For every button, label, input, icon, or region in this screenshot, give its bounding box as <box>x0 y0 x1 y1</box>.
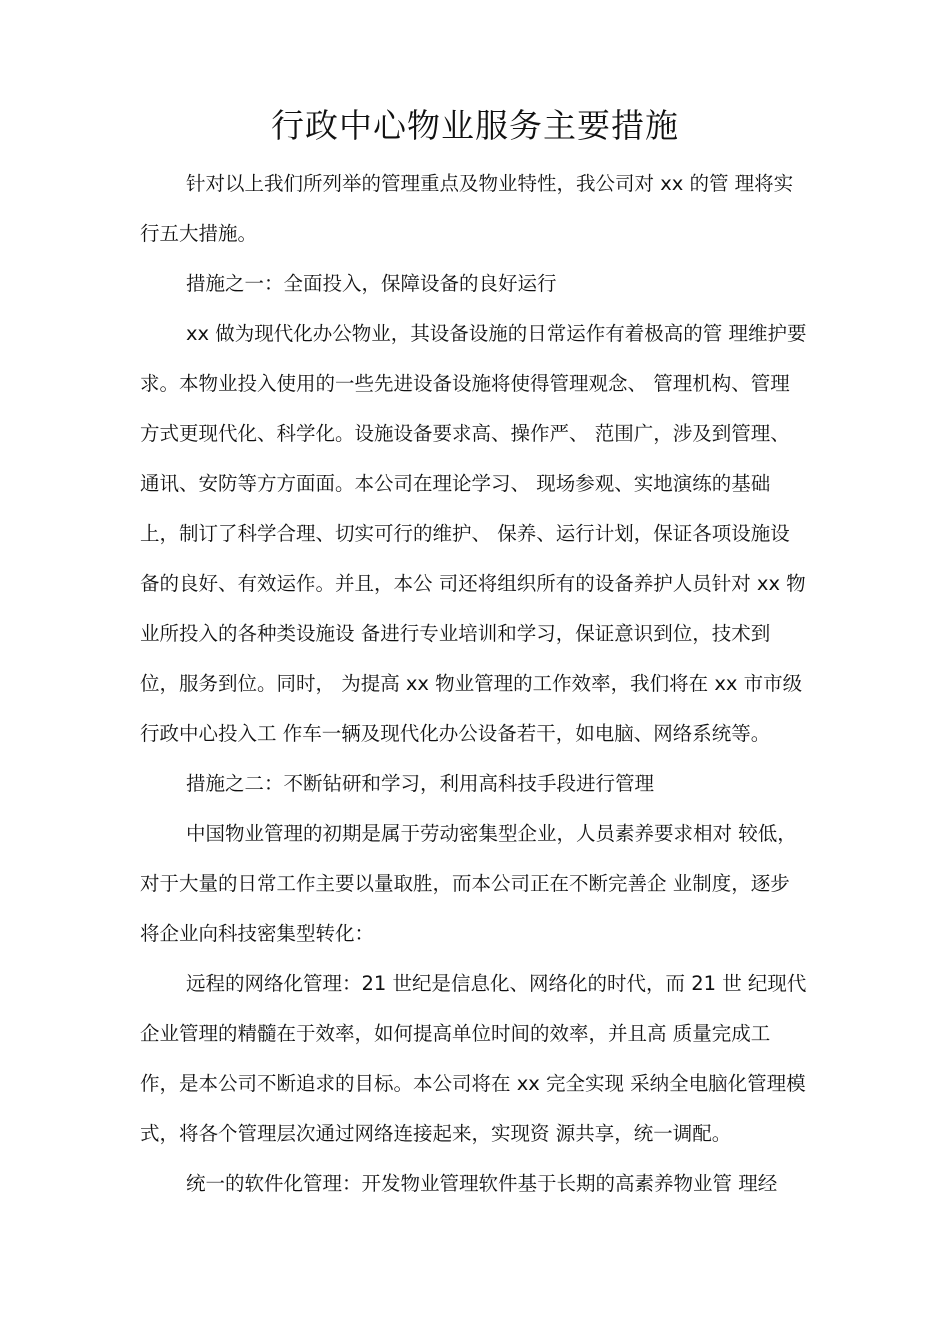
text-line: 作，是本公司不断追求的目标。本公司将在 xx 完全实现 采纳全电脑化管理模 <box>140 1072 806 1095</box>
text-line: 式，将各个管理层次通过网络连接起来，实现资 源共享，统一调配。 <box>140 1122 732 1145</box>
text-line: 备的良好、有效运作。并且，本公 司还将组织所有的设备养护人员针对 xx 物 <box>140 572 806 595</box>
text-line: 企业管理的精髓在于效率，如何提高单位时间的效率，并且高 质量完成工 <box>140 1022 771 1045</box>
text-line: 通讯、安防等方方面面。本公司在理论学习、 现场参观、实地演练的基础 <box>140 472 771 495</box>
text-line: 位，服务到位。同时， 为提高 xx 物业管理的工作效率，我们将在 xx 市市级 <box>140 672 803 695</box>
text-line: 对于大量的日常工作主要以量取胜，而本公司正在不断完善企 业制度，逐步 <box>140 872 790 895</box>
text-line: 措施之一：全面投入，保障设备的良好运行 <box>186 272 557 295</box>
text-line: 中国物业管理的初期是属于劳动密集型企业，人员素养要求相对 较低， <box>186 822 797 845</box>
text-line: 将企业向科技密集型转化： <box>140 922 375 945</box>
text-line: 业所投入的各种类设施设 备进行专业培训和学习，保证意识到位，技术到 <box>140 622 771 645</box>
text-line: 求。本物业投入使用的一些先进设备设施将使得管理观念、 管理机构、管理 <box>140 372 790 395</box>
text-line: 行五大措施。 <box>140 222 258 245</box>
text-line: 上，制订了科学合理、切实可行的维护、 保养、运行计划，保证各项设施设 <box>140 522 790 545</box>
text-line: 统一的软件化管理：开发物业管理软件基于长期的高素养物业管 理经 <box>186 1172 778 1195</box>
text-line: 方式更现代化、科学化。设施设备要求高、操作严、 范围广，涉及到管理、 <box>140 422 790 445</box>
document-title: 行政中心物业服务主要措施 <box>271 106 679 145</box>
text-line: 行政中心投入工 作车一辆及现代化办公设备若干，如电脑、网络系统等。 <box>140 722 771 745</box>
text-line: 针对以上我们所列举的管理重点及物业特性，我公司对 xx 的管 理将实 <box>186 172 794 195</box>
text-line: 远程的网络化管理：21 世纪是信息化、网络化的时代，而 21 世 纪现代 <box>186 972 807 995</box>
text-line: 措施之二：不断钻研和学习，利用高科技手段进行管理 <box>186 772 655 795</box>
text-line: xx 做为现代化办公物业，其设备设施的日常运作有着极高的管 理维护要 <box>186 322 807 345</box>
